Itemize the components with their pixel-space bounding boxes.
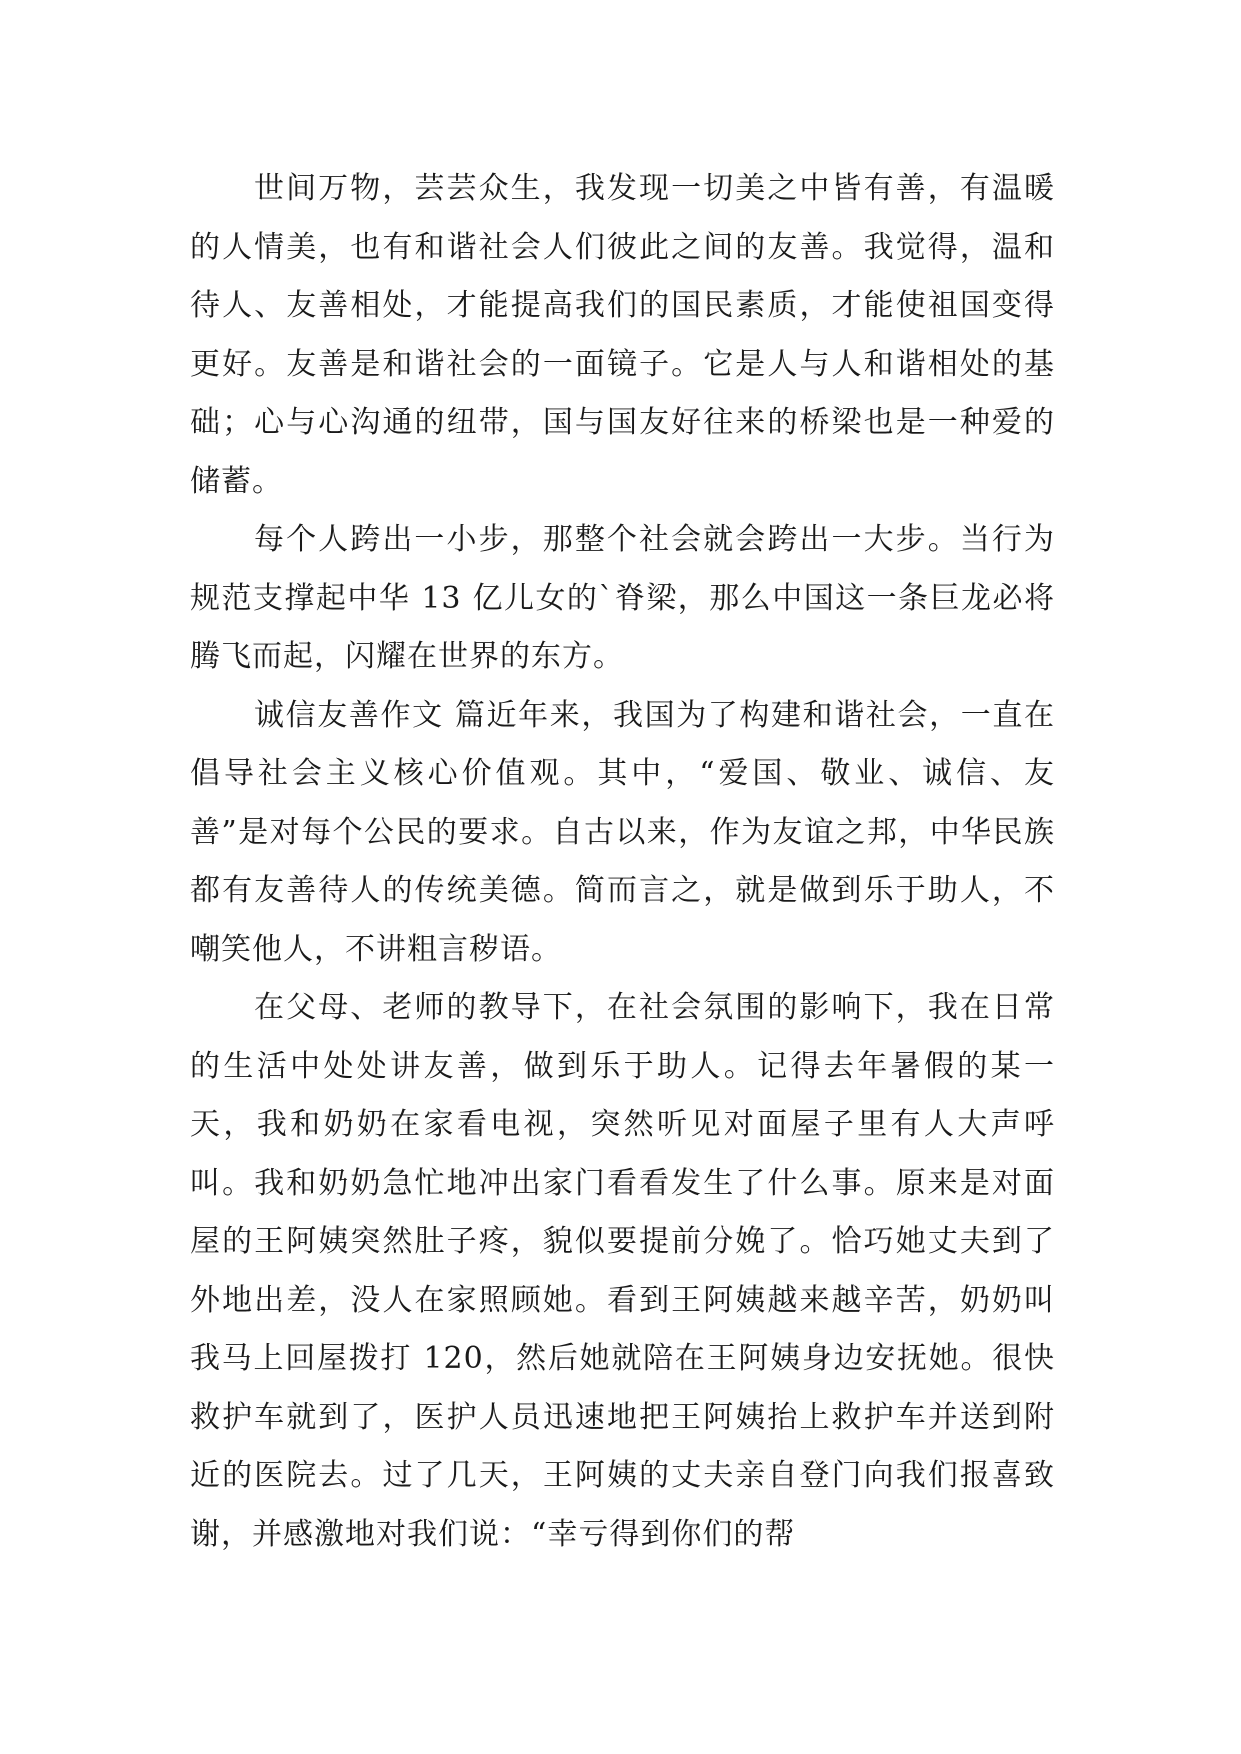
document-body	[190, 160, 1055, 1564]
paragraph-4: 在父母、老师的教导下，在社会氛围的影响下，我在日常的生活中处处讲友善，做到乐于助人。记得去年暑假的某一天，我和奶奶在家看电视，突然听见对面屋子里有人大声呼叫。我和奶奶急忙地冲出家门看看发生了什么事。原来是对面屋的王阿姨突然肚子疼，貌似要提前分娩了。恰巧她丈夫到了外地出差，没人在家照顾她。看到王阿姨越来越辛苦，奶奶叫我马上回屋拨打 120，然后她就陪在王阿姨身边安抚她。很快救护车就到了，医护人员迅速地把王阿姨抬上救护车并送到附近的医院去。过了几天，王阿姨的丈夫亲自登门向我们报喜致谢，并感激地对我们说：“幸亏得到你们的帮	[190, 990, 1055, 1552]
paragraph-1: 世间万物，芸芸众生，我发现一切美之中皆有善，有温暖的人情美，也有和谐社会人们彼此之间的友善。我觉得，温和待人、友善相处，才能提高我们的国民素质，才能使祖国变得更好。友善是和谐社会的一面镜子。它是人与人和谐相处的基础；心与心沟通的纽带，国与国友好往来的桥梁也是一种爱的储蓄。	[190, 171, 1055, 499]
paragraph-3: 诚信友善作文 篇近年来，我国为了构建和谐社会，一直在倡导社会主义核心价值观。其中，“爱国、敬业、诚信、友善”是对每个公民的要求。自古以来，作为友谊之邦，中华民族都有友善待人的传统美德。简而言之，就是做到乐于助人，不嘲笑他人，不讲粗言秽语。	[190, 697, 1055, 967]
paragraph-2: 每个人跨出一小步，那整个社会就会跨出一大步。当行为规范支撑起中华 13 亿儿女的`脊梁，那么中国这一条巨龙必将腾飞而起，闪耀在世界的东方。	[190, 522, 1055, 674]
